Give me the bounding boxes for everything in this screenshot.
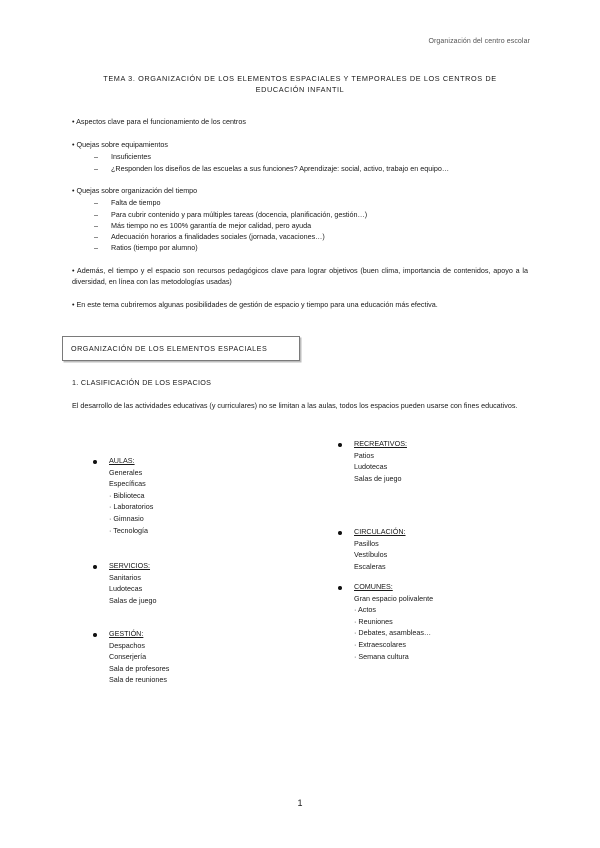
group-heading: GESTIÓN: xyxy=(109,629,144,638)
bullet-quejas-equipamientos: • Quejas sobre equipamientos xyxy=(72,140,169,149)
list-item: · Gimnasio xyxy=(109,513,144,523)
running-header: Organización del centro escolar xyxy=(428,38,530,45)
group-circulacion xyxy=(354,526,406,572)
list-item: Falta de tiempo xyxy=(111,198,161,207)
bullet-dot xyxy=(338,586,342,590)
list-item: Ratios (tiempo por alumno) xyxy=(111,243,198,252)
dash-marker: – xyxy=(94,221,98,230)
bullet-dot xyxy=(93,460,97,464)
list-item: · Reuniones xyxy=(354,616,393,626)
list-item: Insuficientes xyxy=(111,152,151,161)
group-recreativos xyxy=(354,438,407,484)
group-heading: CIRCULACIÓN: xyxy=(354,527,406,536)
dash-marker: – xyxy=(94,152,98,161)
list-item: · Biblioteca xyxy=(109,490,145,500)
list-item: · Actos xyxy=(354,605,376,615)
bullet-dot xyxy=(93,633,97,637)
section-heading: ORGANIZACIÓN DE LOS ELEMENTOS ESPACIALES xyxy=(71,344,268,353)
list-item: · Laboratorios xyxy=(109,502,154,512)
group-gestion xyxy=(109,628,169,686)
list-item: Salas de juego xyxy=(109,595,157,605)
list-item: Adecuación horarios a finalidades sociales (jornada, vacaciones…) xyxy=(111,232,325,241)
subsection-heading: 1. CLASIFICACIÓN DE LOS ESPACIOS xyxy=(72,378,212,387)
list-item: Específicas xyxy=(109,479,146,489)
list-item: Ludotecas xyxy=(354,462,388,472)
dash-marker: – xyxy=(94,243,98,252)
list-item: · Semana cultura xyxy=(354,651,409,661)
list-item: Conserjería xyxy=(109,652,147,662)
dash-marker: – xyxy=(94,210,98,219)
group-heading: COMUNES: xyxy=(354,582,393,591)
bullet-quejas-tiempo: • Quejas sobre organización del tiempo xyxy=(72,186,198,195)
bullet-dot xyxy=(93,565,97,569)
group-heading: AULAS: xyxy=(109,456,135,465)
list-item: Pasillos xyxy=(354,538,379,548)
dash-marker: – xyxy=(94,198,98,207)
list-item: Sanitarios xyxy=(109,572,141,582)
group-heading: SERVICIOS: xyxy=(109,561,151,570)
list-item: · Debates, asambleas… xyxy=(354,628,432,638)
list-item: Despachos xyxy=(109,640,145,650)
list-item: · Extraescolares xyxy=(354,639,406,649)
list-item: Patios xyxy=(354,450,374,460)
bullet-en-este-tema: • En este tema cubriremos algunas posibilidades de gestión de espacio y tiempo para una educación más efectiva. xyxy=(72,300,438,309)
list-item: Escaleras xyxy=(354,561,386,571)
list-item: Ludotecas xyxy=(109,584,143,594)
intro-paragraph: El desarrollo de las actividades educativas (y curriculares) no se limitan a las aulas, todos los espacios pueden usarse con fines educativos. xyxy=(72,401,518,410)
list-item: Vestíbulos xyxy=(354,550,388,560)
list-item: Gran espacio polivalente xyxy=(354,593,434,603)
group-servicios xyxy=(109,560,157,606)
bullet-dot xyxy=(338,531,342,535)
list-item: Más tiempo no es 100% garantía de mejor calidad, pero ayuda xyxy=(111,221,312,230)
group-aulas xyxy=(109,455,153,536)
section-heading-box xyxy=(62,336,300,361)
list-item: ¿Responden los diseños de las escuelas a sus funciones? Aprendizaje: social, activo, trabajo en equipo… xyxy=(111,164,450,173)
list-item: Sala de profesores xyxy=(109,663,170,673)
list-item: Salas de juego xyxy=(354,473,402,483)
list-item: Para cubrir contenido y para múltiples tareas (docencia, planificación, gestión…) xyxy=(111,210,368,219)
list-item: Sala de reuniones xyxy=(109,675,167,685)
list-item: Generales xyxy=(109,467,143,477)
bullet-ademas: • Además, el tiempo y el espacio son recursos pedagógicos clave para lograr objetivos (buen clima, importancia de contenidos, apoyo a la diversidad, en línea con las metodologías usadas) xyxy=(72,266,528,286)
document-title: TEMA 3. ORGANIZACIÓN DE LOS ELEMENTOS ESPACIALES Y TEMPORALES DE LOS CENTROS DE EDUCACIÓN INFANTIL xyxy=(103,74,497,94)
dash-marker: – xyxy=(94,164,98,173)
bullet-aspectos: • Aspectos clave para el funcionamiento de los centros xyxy=(72,117,246,126)
list-item: · Tecnología xyxy=(109,525,149,535)
bullet-dot xyxy=(338,443,342,447)
group-heading: RECREATIVOS: xyxy=(354,439,407,448)
dash-marker: – xyxy=(94,232,98,241)
group-comunes xyxy=(354,581,433,662)
page-number: 1 xyxy=(297,798,303,808)
